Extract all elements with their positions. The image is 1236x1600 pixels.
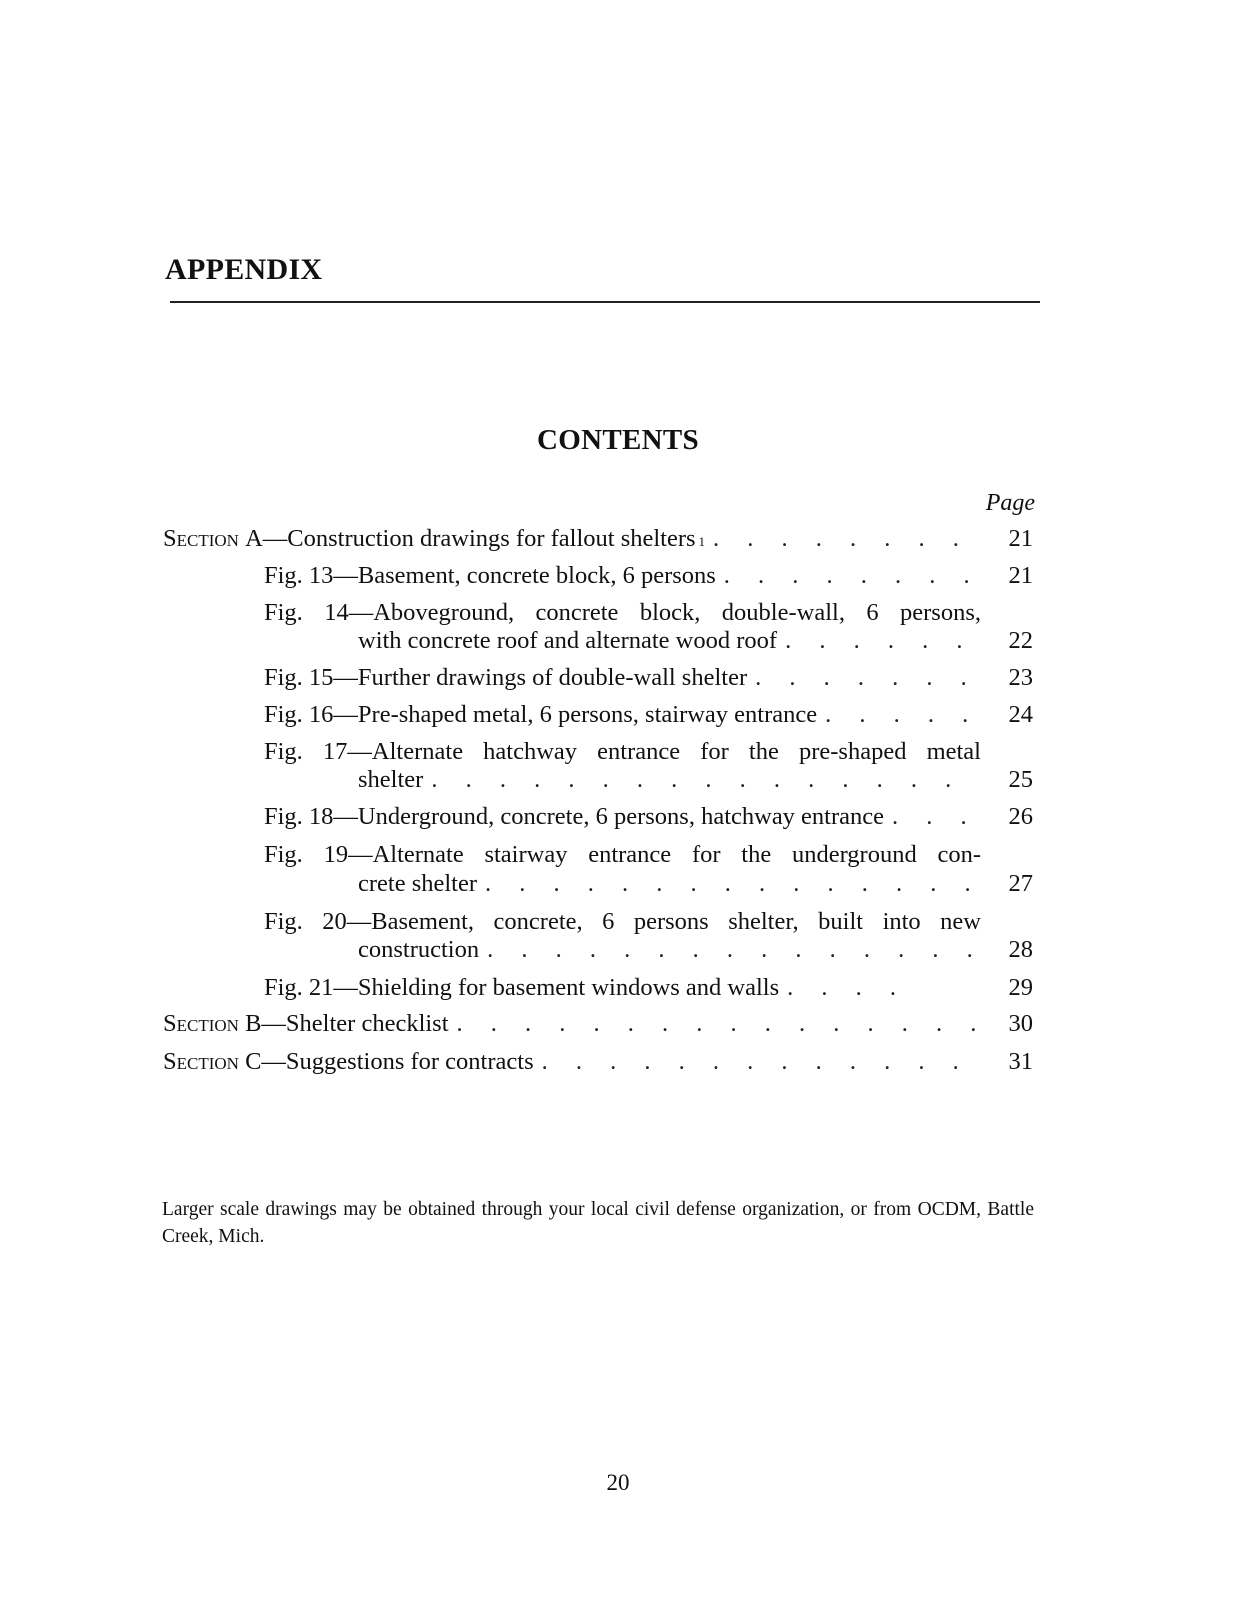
toc-entry-title: B—Shelter checklist (245, 1010, 449, 1037)
dot-leader (817, 700, 981, 729)
toc-entry-title: Fig. 16—Pre-shaped metal, 6 persons, stairway entrance (264, 701, 818, 728)
toc-entry-title: Fig. 20—Basement, concrete, 6 persons shelter, built into new (264, 908, 981, 935)
toc-page-number: 22 (1008, 627, 1033, 654)
toc-page-number: 21 (1008, 525, 1033, 552)
toc-entry-continuation: construction (358, 936, 480, 963)
toc-page-number: 30 (1008, 1010, 1033, 1037)
page-number: 20 (606, 1470, 630, 1495)
toc-page-number: 28 (1008, 936, 1033, 963)
toc-entry-title: Fig. 13—Basement, concrete block, 6 persons (264, 562, 716, 589)
toc-entry-title: Fig. 19—Alternate stairway entrance for the underground con- (264, 841, 981, 868)
toc-entry-continuation: with concrete roof and alternate wood roof (358, 627, 778, 654)
toc-page-number: 23 (1008, 664, 1033, 691)
toc-page-number: 29 (1008, 974, 1033, 1001)
section-label: Section (163, 1048, 239, 1075)
toc-page-number: 21 (1008, 562, 1033, 589)
dot-leader (884, 802, 981, 831)
dot-leader (534, 1047, 981, 1076)
toc-entry-continuation: crete shelter (358, 870, 478, 897)
section-label: Section (163, 525, 239, 552)
toc-entry-title: Fig. 18—Underground, concrete, 6 persons, hatchway entrance (264, 803, 885, 830)
toc-page-number: 31 (1008, 1048, 1033, 1075)
page-column-label: Page (985, 490, 1035, 516)
footnote-mark: 1 (698, 534, 706, 549)
dot-leader (449, 1009, 981, 1038)
toc-entry-title: Fig. 21—Shielding for basement windows and walls (264, 974, 780, 1001)
dot-leader (777, 626, 981, 655)
appendix-heading: APPENDIX (165, 253, 323, 286)
dot-leader (423, 765, 981, 794)
dot-leader (716, 561, 981, 590)
toc-entry-title: A—Construction drawings for fallout shelters (245, 525, 696, 552)
toc-entry-title: C—Suggestions for contracts (245, 1048, 534, 1075)
toc-page-number: 27 (1008, 870, 1033, 897)
dot-leader (747, 663, 981, 692)
toc-entry-title: Fig. 14—Aboveground, concrete block, double-wall, 6 persons, (264, 599, 981, 626)
toc-entry-title: Fig. 15—Further drawings of double-wall shelter (264, 664, 748, 691)
dot-leader (477, 869, 981, 898)
footnote-text: Larger scale drawings may be obtained through your local civil defense organization, or from OCDM, Battle Creek, Mich. (162, 1199, 1034, 1247)
dot-leader (779, 973, 904, 1002)
toc-page-number: 25 (1008, 766, 1033, 793)
toc-entry-continuation: shelter (358, 766, 424, 793)
toc-page-number: 26 (1008, 803, 1033, 830)
toc-page-number: 24 (1008, 701, 1033, 728)
dot-leader (705, 524, 981, 553)
dot-leader (479, 935, 981, 964)
toc-entry-title: Fig. 17—Alternate hatchway entrance for the pre-shaped metal (264, 738, 981, 765)
contents-title: CONTENTS (537, 424, 699, 456)
section-label: Section (163, 1010, 239, 1037)
